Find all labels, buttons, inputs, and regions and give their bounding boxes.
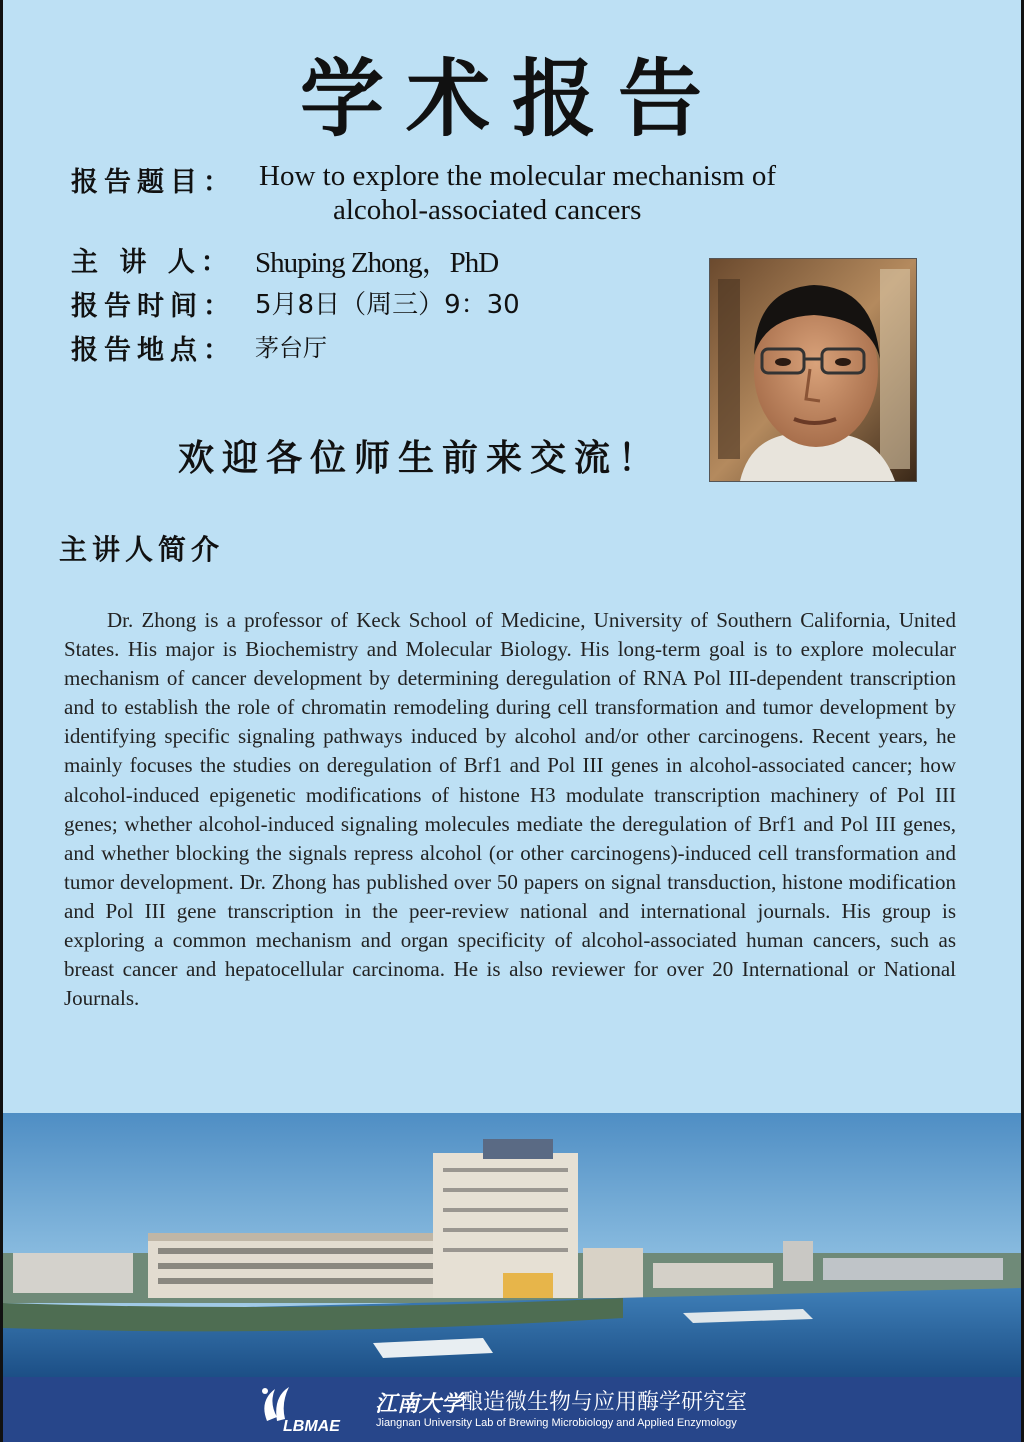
topic-value-line1: How to explore the molecular mechanism of (259, 160, 777, 192)
poster-title: 学术报告 (299, 49, 724, 148)
poster (3, 0, 1021, 1442)
time-label: 报告时间： (71, 291, 236, 322)
lab-logo (253, 1381, 343, 1439)
campus-photo (3, 1113, 1021, 1377)
footer-bar (3, 1377, 1021, 1442)
university-name: 江南大学 (375, 1391, 464, 1417)
speaker-portrait (709, 258, 917, 482)
speaker-label: 主 讲 人： (71, 247, 234, 278)
logo-text: LBMAE (283, 1418, 340, 1435)
bio-text: Dr. Zhong is a professor of Keck School of Medicine, University of Southern California, United States. His major is Biochemistry and Molecular Biology. His long-term goal is to explore molecular mechanism of cancer development by determining deregulation of RNA Pol III-dependent transcription and to establish the role of chromatin remodeling during cell transformation and tumor development by identifying specific signaling pathways induced by alcohol and/or other carcinogens. Recent years, he mainly focuses the studies on deregulation of Brf1 and Pol III genes in alcohol-associated cancer; how alcohol-induced epigenetic modifications of histone H3 modulate transcription machinery of Pol III genes; whether alcohol-induced signaling molecules mediate the deregulation of Brf1 and Pol III genes, and whether blocking the signals repress alcohol (or other carcinogens)-induced cell transformation and tumor development. Dr. Zhong has published over 50 papers on signal transduction, histone modification and Pol III gene transcription in the peer-review national and international journals. His group is exploring a common mechanism and organ specificity of alcohol-associated human cancers, such as breast cancer and hepatocellular carcinoma. He is also reviewer for over 20 International or National Journals. (64, 608, 956, 1011)
place-value: 茅台厅 (255, 334, 327, 362)
welcome-message: 欢迎各位师生前来交流！ (178, 437, 663, 479)
speaker-value: Shuping Zhong，PhD (255, 247, 499, 279)
time-value: 5月8日（周三）9：30 (255, 290, 520, 320)
lab-english-name: Jiangnan University Lab of Brewing Microbiology and Applied Enzymology (376, 1417, 737, 1429)
topic-value-line2: alcohol-associated cancers (333, 194, 642, 226)
bio-heading: 主讲人简介 (59, 533, 225, 566)
lab-name: 酿造微生物与应用酶学研究室 (461, 1390, 748, 1415)
place-label: 报告地点： (71, 335, 236, 366)
topic-label: 报告题目： (71, 167, 236, 198)
